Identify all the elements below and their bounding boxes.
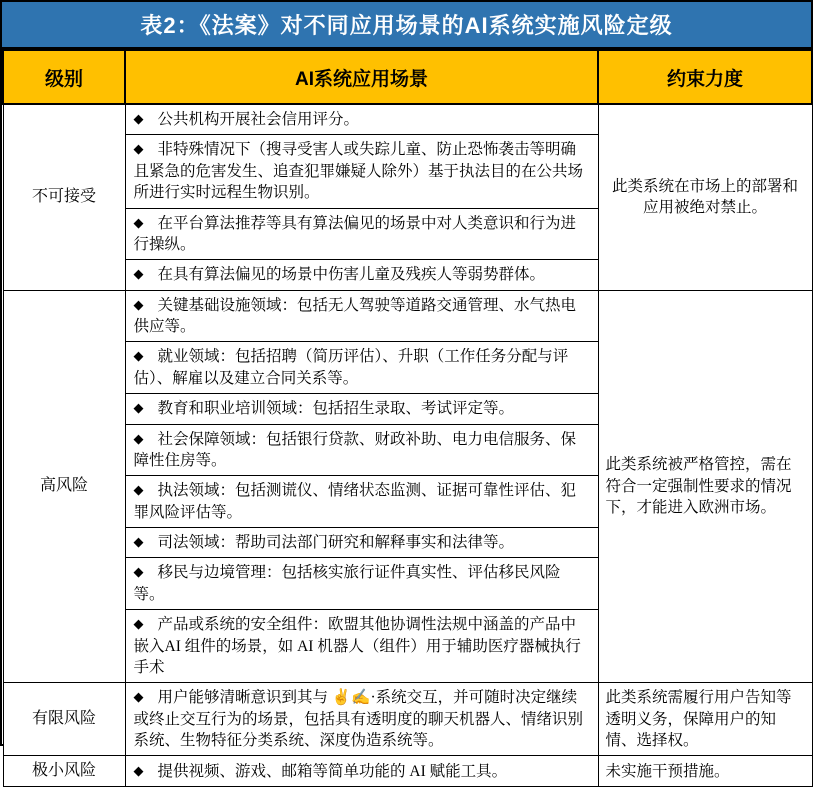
table-row [3,683,812,756]
scenario-cell [125,342,598,394]
scenario-text: 就业领域：包括招聘（简历评估）、升职（工作任务分配与评估）、解雇以及建立合同关系等。 [133,348,569,387]
scenario-text: 产品或系统的安全组件：欧盟其他协调性法规中涵盖的产品中嵌入AI 组件的场景，如 AI 机器人（组件）用于辅助医疗器械执行手术 [133,616,581,676]
scenario-text: 用户能够清晰意识到其与 ✌✍·系统交互，并可随时决定继续或终止交互行为的场景，包括具有透明度的聊天机器人、情绪识别系统、生物特征分类系统、深度伪造系统等。 [133,689,584,749]
diamond-bullet-icon: ◆ [133,689,144,705]
scenario-text: 社会保障领域：包括银行贷款、财政补助、电力电信服务、保障性住房等。 [133,430,577,469]
level-cell-unacceptable: 不可接受 [3,104,125,290]
constraint-cell-minimal-risk: 未实施干预措施。 [598,756,812,787]
header-level: 级别 [3,50,125,104]
level-cell-minimal-risk: 极小风险 [3,756,125,787]
scenario-cell [125,528,598,558]
scenario-text: 非特殊情况下（搜寻受害人或失踪儿童、防止恐怖袭击等明确且紧急的危害发生、追查犯罪嫌疑人除外）基于执法目的在公共场所进行实时远程生物识别。 [133,141,584,202]
scenario-cell [125,683,598,756]
diamond-bullet-icon: ◆ [133,296,144,312]
scenario-cell [125,394,598,424]
scenario-text: 司法领域：帮助司法部门研究和解释事实和法律等。 [157,534,515,551]
scenario-cell [125,610,598,683]
scenario-cell [125,208,598,260]
scenario-cell [125,756,598,787]
level-cell-limited-risk: 有限风险 [3,683,125,756]
scenario-cell [125,558,598,610]
diamond-bullet-icon: ◆ [133,141,144,157]
diamond-bullet-icon: ◆ [133,534,144,549]
diamond-bullet-icon: ◆ [133,400,144,416]
risk-table [2,49,813,787]
diamond-bullet-icon: ◆ [133,214,144,230]
header-scenario: AI系统应用场景 [125,50,598,104]
header-row [3,50,812,104]
scenario-cell [125,424,598,476]
diamond-bullet-icon: ◆ [133,266,144,282]
diamond-bullet-icon: ◆ [133,430,144,446]
scenario-cell [125,135,598,208]
scenario-cell [125,476,598,528]
constraint-cell-limited-risk: 此类系统需履行用户告知等透明义务，保障用户的知情、选择权。 [598,683,812,756]
scenario-text: 移民与边境管理：包括核实旅行证件真实性、评估移民风险等。 [133,564,561,603]
diamond-bullet-icon: ◆ [133,482,144,498]
constraint-cell-high-risk: 此类系统被严格管控，需在符合一定强制性要求的情况下，才能进入欧洲市场。 [598,290,812,683]
scenario-text: 执法领域：包括测谎仪、情绪状态监测、证据可靠性评估、犯罪风险评估等。 [133,482,577,521]
scenario-text: 教育和职业培训领域：包括招生录取、考试评定等。 [157,400,515,418]
scenario-text: 在具有算法偏见的场景中伤害儿童及残疾人等弱势群体。 [157,266,546,284]
header-constraint: 约束力度 [598,50,812,104]
constraint-cell-unacceptable: 此类系统在市场上的部署和应用被绝对禁止。 [598,104,812,290]
scenario-cell [125,260,598,290]
diamond-bullet-icon: ◆ [133,111,144,126]
diamond-bullet-icon: ◆ [133,616,144,632]
scenario-cell [125,290,598,342]
table-row [3,104,812,135]
scenario-cell [125,104,598,135]
scenario-text: 在平台算法推荐等具有算法偏见的场景中对人类意识和行为进行操纵。 [133,214,577,253]
diamond-bullet-icon: ◆ [133,564,144,580]
diamond-bullet-icon: ◆ [133,348,144,364]
table-row [3,756,812,787]
scenario-text: 提供视频、游戏、邮箱等简单功能的 AI 赋能工具。 [157,762,508,780]
scenario-text: 公共机构开展社会信用评分。 [157,111,360,128]
diamond-bullet-icon: ◆ [133,762,144,778]
table-title: 表2：《法案》对不同应用场景的AI系统实施风险定级 [2,2,811,49]
scenario-text: 关键基础设施领域：包括无人驾驶等道路交通管理、水气热电供应等。 [133,296,577,335]
level-cell-high-risk: 高风险 [3,290,125,683]
table-row [3,290,812,342]
